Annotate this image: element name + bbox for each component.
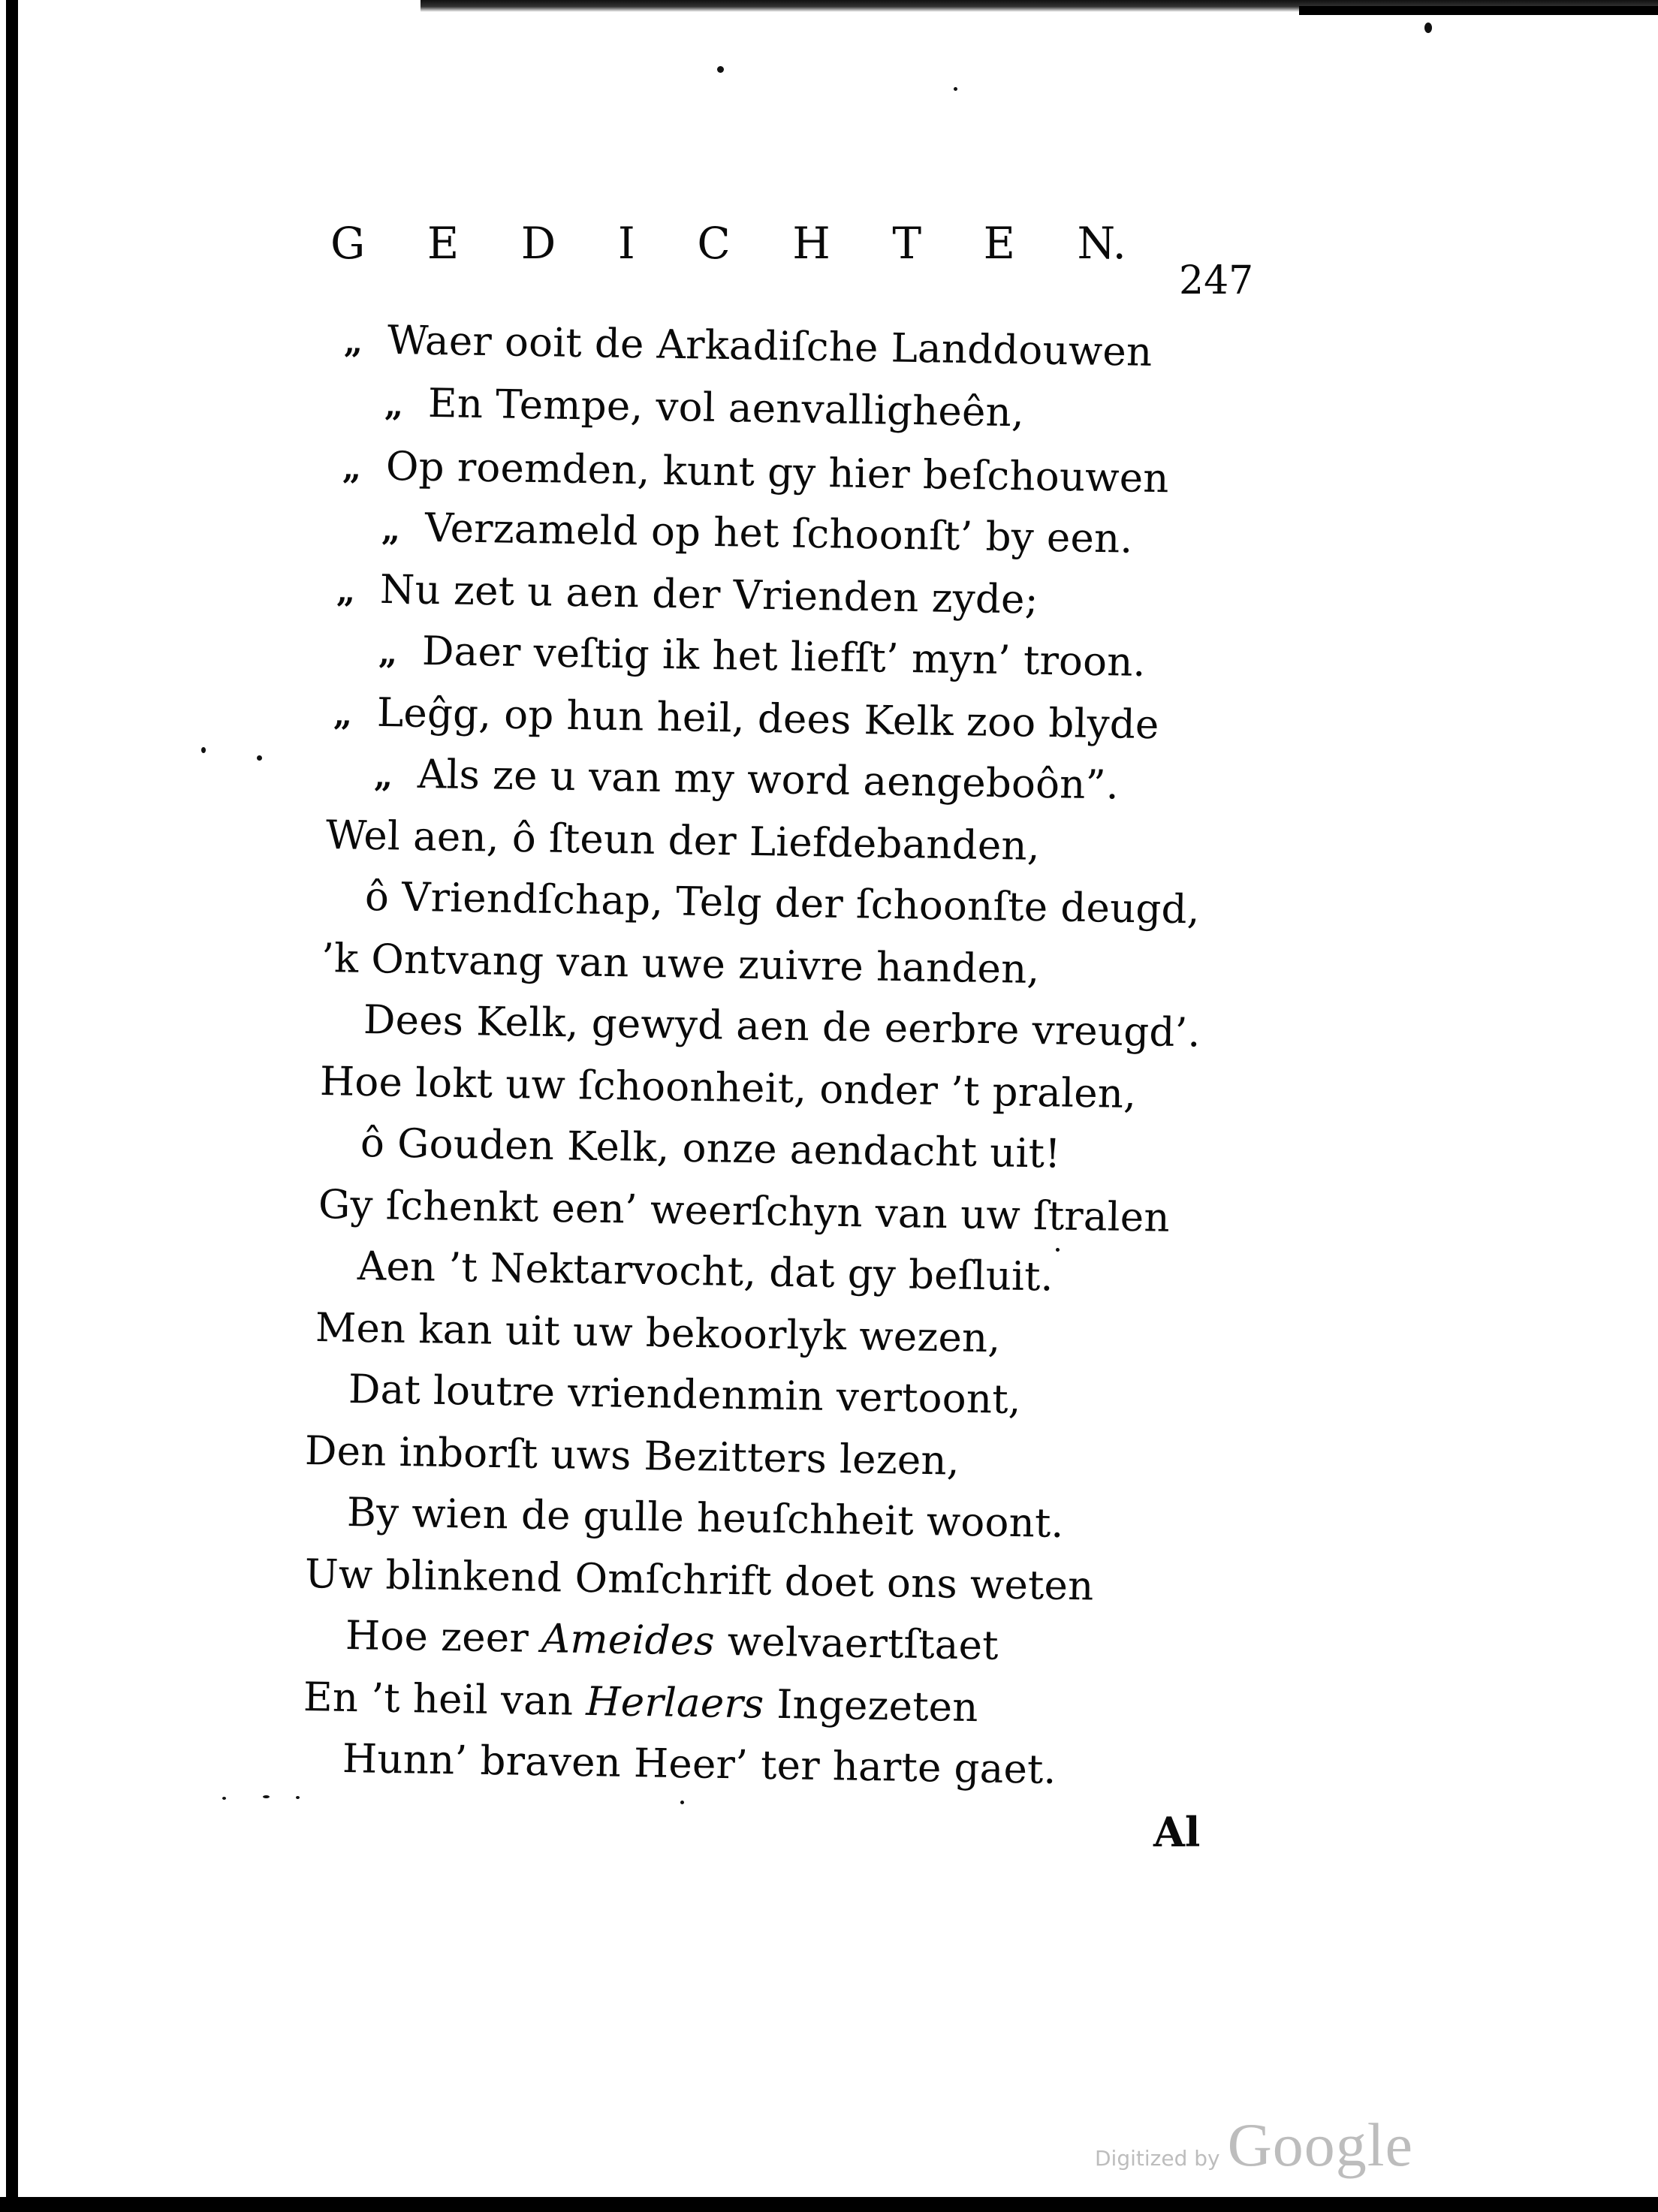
quotation-mark: „ xyxy=(384,386,404,425)
verse-line xyxy=(378,625,1146,692)
verse-line: Uw blinkend Omſchrift doet ons weten xyxy=(304,1551,1094,1610)
verse-line xyxy=(381,502,1133,568)
running-head-letter: E xyxy=(427,218,460,269)
verse-line: Den inborſt uws Bezitters lezen, xyxy=(304,1428,960,1484)
scan-speck xyxy=(222,1797,226,1800)
running-head-letter: N. xyxy=(1077,218,1126,269)
page-number: 247 xyxy=(1179,258,1254,303)
verse-line: Dees Kelk, gewyd aen de eerbre vreugd’. xyxy=(363,997,1201,1056)
verse-line xyxy=(345,1610,999,1673)
verse-line xyxy=(373,748,1119,815)
verse-text: Als ze u van my word aengeboôn”. xyxy=(417,751,1120,809)
verse-text: Waer ooit de Arkadiſche Landdouwen xyxy=(387,317,1153,375)
scan-edge-left xyxy=(6,0,18,2212)
verse-line xyxy=(333,686,1159,754)
verse-name-italic: Ameides xyxy=(541,1616,716,1665)
verse-name-italic: Herlaers xyxy=(585,1678,764,1728)
running-head-letter: I xyxy=(617,218,635,269)
verse-line xyxy=(303,1671,978,1734)
running-head xyxy=(330,218,1126,278)
scan-speck xyxy=(296,1796,300,1799)
quotation-mark: „ xyxy=(342,449,362,488)
verse-line: Hoe lokt uw ſchoonheit, onder ’t pralen, xyxy=(319,1059,1137,1118)
scan-edge-top-right xyxy=(1299,6,1658,15)
verse-text: Verzameld op het ſchoonſt’ by een. xyxy=(424,505,1133,562)
verse-text: En ’t heil van xyxy=(303,1674,586,1725)
scan-speck xyxy=(1424,23,1432,33)
watermark-prefix: Digitized by xyxy=(1095,2146,1220,2171)
quotation-mark: „ xyxy=(343,323,363,362)
verse-line: Dat loutre vriendenmin vertoont, xyxy=(348,1367,1022,1424)
scan-speck xyxy=(717,66,724,73)
quotation-mark: „ xyxy=(333,695,353,734)
quotation-mark: „ xyxy=(336,572,356,611)
verse-text: Daer veſtig ik het liefſt’ myn’ troon. xyxy=(421,628,1147,686)
scan-speck xyxy=(263,1795,270,1798)
verse-line: ô Vriendſchap, Telg der ſchoonſte deugd, xyxy=(364,874,1201,933)
scan-speck xyxy=(954,87,957,91)
running-head-letter: H xyxy=(792,218,831,269)
running-head-letter: T xyxy=(892,218,922,269)
verse-line: Gy ſchenkt een’ weerſchyn van uw ſtralen xyxy=(318,1182,1171,1241)
verse-line: Men kan uit uw bekoorlyk wezen, xyxy=(315,1305,1001,1362)
verse-line xyxy=(343,314,1152,381)
running-head-letter: D xyxy=(520,218,556,269)
verse-text: Leĝg, op hun heil, dees Kelk zoo blyde xyxy=(376,689,1159,749)
verse-line xyxy=(384,377,1024,441)
verse-text: Ingezeten xyxy=(763,1681,979,1731)
scan-speck xyxy=(680,1801,684,1804)
verse-text: Op roemden, kunt gy hier beſchouwen xyxy=(385,443,1170,502)
catchword: Al xyxy=(1153,1808,1201,1856)
verse-text: welvaertſtaet xyxy=(714,1618,999,1669)
verse-line: Wel aen, ô ſteun der Liefdebanden, xyxy=(325,812,1041,869)
quotation-mark: „ xyxy=(381,511,401,550)
digitized-watermark xyxy=(1095,2110,1413,2180)
verse-text: En Tempe, vol aenvalligheên, xyxy=(427,380,1025,436)
scan-speck xyxy=(1056,1248,1060,1252)
verse-line xyxy=(336,563,1039,629)
scan-edge-bottom xyxy=(0,2197,1658,2212)
scan-speck xyxy=(201,747,206,753)
verse-line xyxy=(342,440,1169,508)
verse-line: ô Gouden Kelk, onze aendacht uit! xyxy=(360,1120,1062,1177)
running-head-letter: E xyxy=(983,218,1015,269)
watermark-brand: Google xyxy=(1227,2111,1413,2179)
verse-line: Aen ’t Nektarvocht, dat gy beſluit. xyxy=(357,1243,1054,1300)
running-head-letter: G xyxy=(330,218,366,269)
verse-text: Nu zet u aen der Vrienden zyde; xyxy=(379,566,1039,623)
verse-line: Hunn’ braven Heer’ ter harte gaet. xyxy=(342,1736,1057,1793)
quotation-mark: „ xyxy=(378,634,398,673)
scan-speck xyxy=(257,755,262,761)
running-head-letter: C xyxy=(697,218,731,269)
verse-line: ’k Ontvang van uwe zuivre handen, xyxy=(321,936,1040,993)
quotation-mark: „ xyxy=(373,757,393,796)
verse-text: Hoe zeer xyxy=(345,1613,542,1662)
verse-line: By wien de gulle heuſchheit woont. xyxy=(346,1490,1065,1547)
